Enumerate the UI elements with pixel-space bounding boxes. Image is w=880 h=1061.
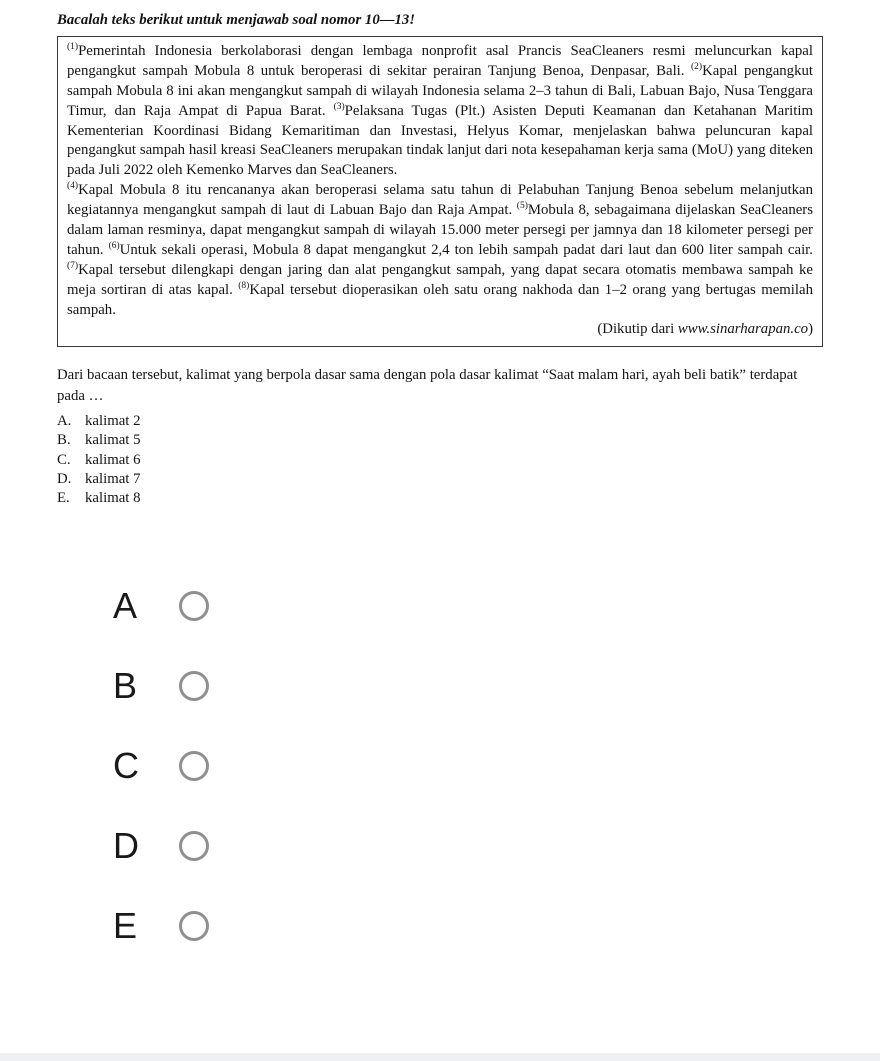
citation-line xyxy=(67,320,813,340)
option-row xyxy=(57,412,823,431)
option-letter: A. xyxy=(57,413,72,430)
option-label: kalimat 7 xyxy=(85,470,141,487)
option-label: kalimat 2 xyxy=(85,413,141,430)
sentence-number: (5) xyxy=(516,201,528,212)
bottom-strip xyxy=(0,1053,880,1061)
option-row xyxy=(57,489,823,508)
option-letter: C. xyxy=(57,451,71,468)
option-letter: E. xyxy=(57,490,70,507)
answer-row-c xyxy=(113,745,823,787)
option-label: kalimat 8 xyxy=(85,490,141,507)
radio-button-d[interactable] xyxy=(179,831,209,861)
passage-paragraph: $^{(1)}$Pemerintah Indonesia berkolaborasi dengan lembaga nonprofit asal Prancis SeaCleaners resmi meluncurkan kapal pengangkut sampah Mobula 8 untuk beroperasi di sekitar perairan Tanjung Benoa, Denpasar, Bali. $^{(2)}$Kapal pengangkut sampah Mobula 8 ini akan mengangkut sampah di wilayah Indonesia selama 2–3 tahun di Bali, Labuan Bajo, Nusa Tenggara Timur, dan Raja Ampat di Papua Barat. $^{(3)}$Pelaksana Tugas (Plt.) Asisten Deputi Keamanan dan Ketahanan Maritim Kementerian Koordinasi Bidang Kemaritiman dan Investasi, Helyus Komar, menjelaskan bahwa peluncuran kapal pengangkut sampah hasil kreasi SeaCleaners merupakan tindak lanjut dari nota kesepahaman kerja sama (MoU) yang diteken pada Juli 2022 oleh Kemenko Marves dan SeaCleaners. xyxy=(67,42,813,179)
citation-source: www.sinarharapan.co xyxy=(677,321,809,338)
radio-button-e[interactable] xyxy=(179,911,209,941)
instruction-text: Bacalah teks berikut untuk menjawab soal nomor 10—13! xyxy=(57,12,416,28)
option-row xyxy=(57,431,823,450)
sentence-number: (7) xyxy=(67,260,79,271)
answer-letter-d: D xyxy=(113,825,139,867)
citation-prefix: (Dikutip dari xyxy=(597,321,678,338)
radio-button-b[interactable] xyxy=(179,671,209,701)
options-list xyxy=(57,412,823,508)
passage-box xyxy=(57,36,823,347)
sentence-number: (3) xyxy=(333,101,345,112)
answer-row-b xyxy=(113,665,823,707)
option-row xyxy=(57,470,823,489)
sentence-number: (4) xyxy=(67,181,79,192)
answer-radio-group xyxy=(57,585,823,947)
passage-paragraph: $^{(4)}$Kapal Mobula 8 itu rencananya akan beroperasi selama satu tahun di Pelabuhan Tanjung Benoa sebelum melanjutkan kegiatannya mengangkut sampah di laut di Labuan Bajo dan Raja Ampat. $^{(5)}$Mobula 8, sebagaimana dijelaskan SeaCleaners dalam laman resminya, dapat mengangkut sampah di wilayah 15.000 meter persegi per jamnya dan 18 kilometer persegi per tahun. $^{(6)}$Untuk sekali operasi, Mobula 8 dapat mengangkut 2,4 ton lebih sampah padat dari laut dan 600 liter sampah cair. $^{(7)}$Kapal tersebut dilengkapi dengan jaring dan alat pengangkut sampah, yang dapat secara otomatis membawa sampah ke meja sortiran di atas kapal. $^{(8)}$Kapal tersebut dioperasikan oleh satu orang nakhoda dan 1–2 orang yang bertugas memilah sampah. xyxy=(67,181,813,318)
answer-letter-e: E xyxy=(113,905,138,947)
sentence-number: (1) xyxy=(67,42,79,53)
sentence-number: (6) xyxy=(108,240,120,251)
question-text: Dari bacaan tersebut, kalimat yang berpola dasar sama dengan pola dasar kalimat “Saat malam hari, ayah beli batik” terdapat pada … xyxy=(57,367,798,404)
answer-row-a xyxy=(113,585,823,627)
answer-row-e xyxy=(113,905,823,947)
answer-letter-b: B xyxy=(113,665,138,707)
answer-letter-c: C xyxy=(113,745,139,787)
answer-row-d xyxy=(113,825,823,867)
option-letter: B. xyxy=(57,432,71,449)
option-label: kalimat 6 xyxy=(85,451,141,468)
radio-button-c[interactable] xyxy=(179,751,209,781)
sentence-number: (2) xyxy=(691,61,703,72)
option-letter: D. xyxy=(57,470,72,487)
passage-paragraphs xyxy=(67,42,813,320)
option-label: kalimat 5 xyxy=(85,432,141,449)
answer-letter-a: A xyxy=(113,585,138,627)
radio-button-a[interactable] xyxy=(179,591,209,621)
sentence-number: (8) xyxy=(238,280,250,291)
option-row xyxy=(57,451,823,470)
citation-suffix: ) xyxy=(808,321,813,338)
